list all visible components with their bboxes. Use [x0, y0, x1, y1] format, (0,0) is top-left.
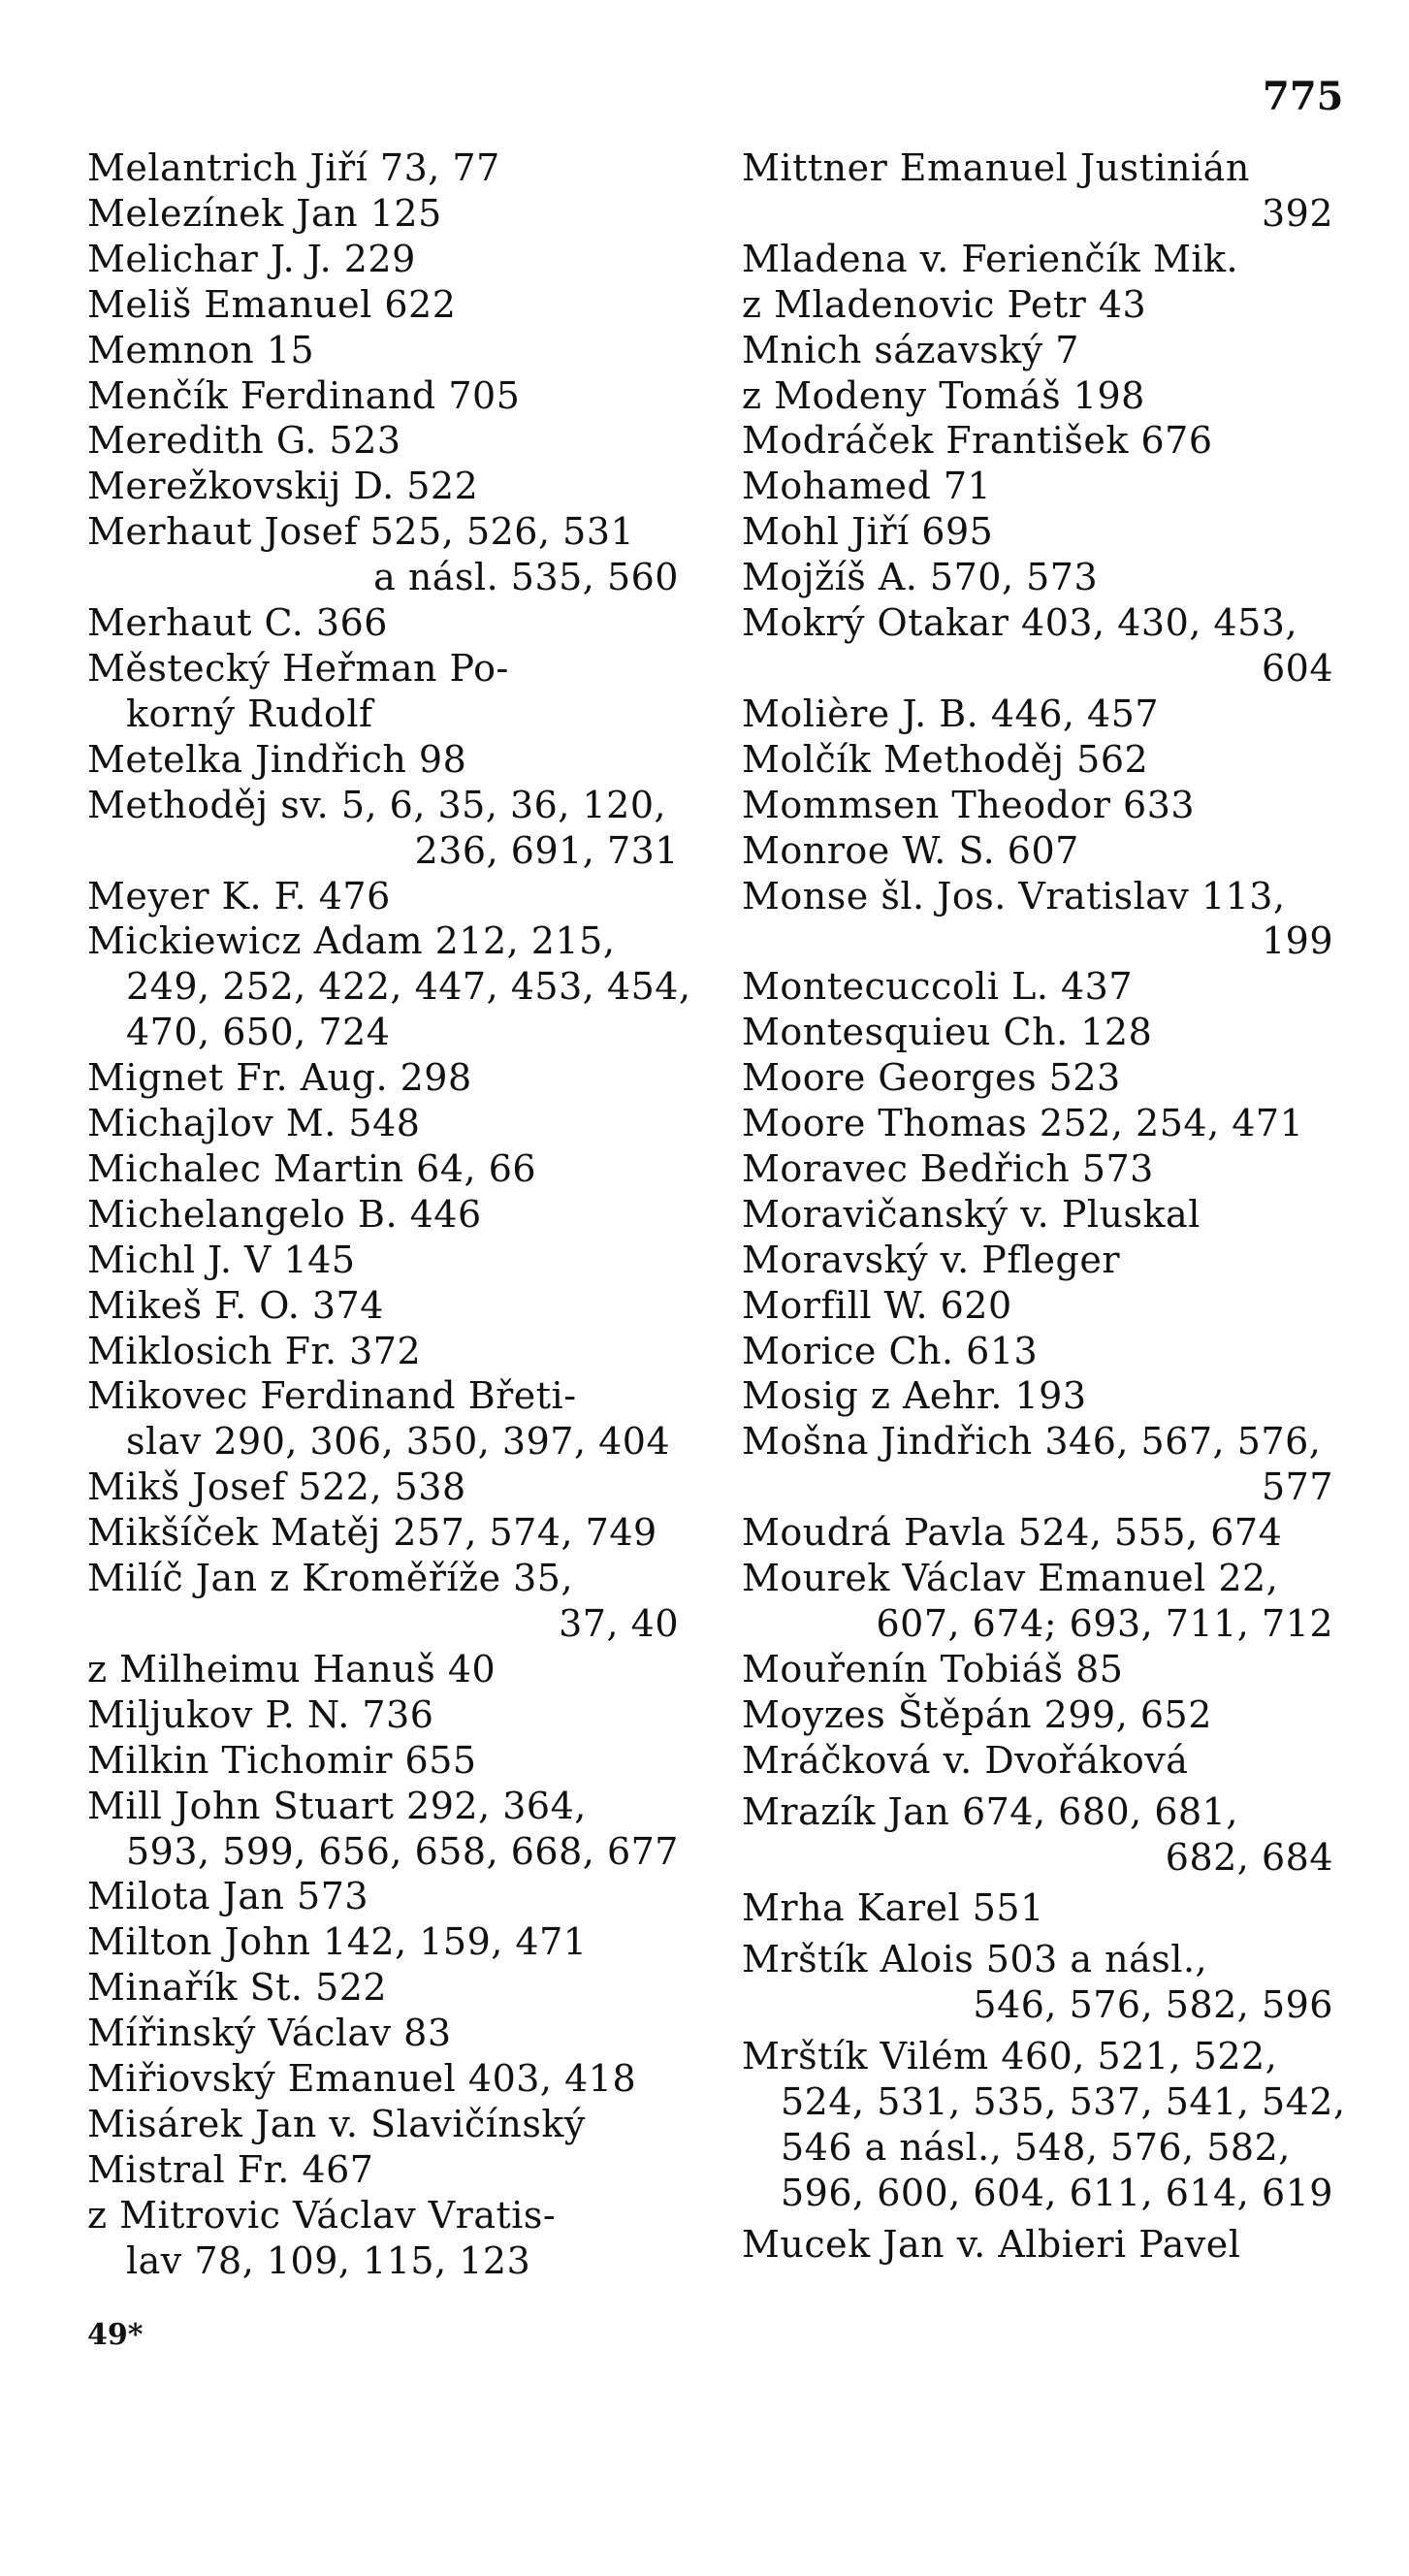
index-entry: Meredith G. 523 [87, 419, 401, 463]
index-entry-continuation: 607, 674; 693, 711, 712 [876, 1602, 1333, 1645]
index-entry-continuation: 37, 40 [559, 1602, 679, 1645]
index-entry: Moore Thomas 252, 254, 471 [742, 1102, 1304, 1145]
index-entry: Mošna Jindřich 346, 567, 576, [742, 1420, 1322, 1464]
index-entry: Miřiovský Emanuel 403, 418 [87, 2057, 637, 2101]
index-entry: Milkin Tichomir 655 [87, 1738, 477, 1782]
index-entry: Mikš Josef 522, 538 [87, 1465, 466, 1509]
index-entry-continuation: 682, 684 [1165, 1835, 1333, 1879]
index-entry: Mikeš F. O. 374 [87, 1283, 384, 1327]
index-entry: Městecký Heřman Po- [87, 646, 509, 690]
index-entry-continuation: 546, 576, 582, 596 [973, 1983, 1333, 2027]
index-entry-continuation: korný Rudolf [126, 692, 373, 735]
index-entry: Michl J. V 145 [87, 1238, 356, 1281]
index-entry: Mokrý Otakar 403, 430, 453, [742, 601, 1298, 645]
index-entry: Montesquieu Ch. 128 [742, 1011, 1153, 1054]
index-entry: z Mitrovic Václav Vratis- [87, 2193, 557, 2237]
index-entry-continuation: 236, 691, 731 [414, 828, 679, 872]
index-entry-continuation: 199 [1261, 919, 1333, 963]
index-entry: Mikšíček Matěj 257, 574, 749 [87, 1511, 657, 1555]
index-entry-continuation: 577 [1261, 1465, 1333, 1509]
index-entry: Milota Jan 573 [87, 1875, 369, 1918]
index-entry: z Mladenovic Petr 43 [742, 282, 1147, 326]
index-entry: Miljukov P. N. 736 [87, 1692, 434, 1736]
index-entry: Molčík Methoděj 562 [742, 737, 1149, 781]
index-entry-continuation: 249, 252, 422, 447, 453, 454, [126, 965, 691, 1009]
index-entry: Moore Georges 523 [742, 1056, 1121, 1100]
index-entry-continuation: lav 78, 109, 115, 123 [126, 2238, 531, 2282]
page-number: 775 [1263, 74, 1344, 119]
index-entry: Modráček František 676 [742, 419, 1213, 463]
index-entry: Morfill W. 620 [742, 1283, 1012, 1327]
index-entry: Mistral Fr. 467 [87, 2147, 374, 2191]
index-entry-continuation: 470, 650, 724 [126, 1011, 391, 1054]
index-entry: Melichar J. J. 229 [87, 237, 416, 280]
index-entry: Mrazík Jan 674, 680, 681, [742, 1789, 1238, 1833]
index-column-left [87, 145, 691, 2284]
index-entry: Mrha Karel 551 [742, 1886, 1044, 1930]
index-entry-continuation: 546 a násl., 548, 576, 582, [781, 2125, 1291, 2169]
index-entry: Mrštík Alois 503 a násl., [742, 1938, 1208, 1981]
index-entry: Minařík St. 522 [87, 1966, 388, 2010]
index-entry: Mladena v. Ferienčík Mik. [742, 237, 1239, 280]
index-entry: Mucek Jan v. Albieri Pavel [742, 2222, 1241, 2266]
index-entry: Michajlov M. 548 [87, 1102, 421, 1145]
index-entry: Methoděj sv. 5, 6, 35, 36, 120, [87, 783, 667, 826]
index-entry: Milton John 142, 159, 471 [87, 1920, 588, 1964]
index-entry-continuation: 596, 600, 604, 611, 614, 619 [781, 2171, 1333, 2214]
index-entry: Moyzes Štěpán 299, 652 [742, 1692, 1212, 1736]
index-entry: Meliš Emanuel 622 [87, 282, 457, 326]
index-entry: Meyer K. F. 476 [87, 874, 391, 918]
index-entry: Moudrá Pavla 524, 555, 674 [742, 1511, 1283, 1555]
index-entry: Mohamed 71 [742, 465, 992, 508]
index-entry: Moravský v. Pfleger [742, 1238, 1121, 1281]
index-entry: Mill John Stuart 292, 364, [87, 1784, 587, 1827]
index-entry: Melantrich Jiří 73, 77 [87, 146, 500, 189]
index-entry: Moravec Bedřich 573 [742, 1146, 1154, 1190]
index-entry: Michelangelo B. 446 [87, 1192, 482, 1236]
index-entry: Mickiewicz Adam 212, 215, [87, 919, 616, 963]
index-entry: Moravičanský v. Pluskal [742, 1192, 1201, 1236]
index-entry-continuation: slav 290, 306, 350, 397, 404 [126, 1420, 671, 1464]
index-entry: Mráčková v. Dvořáková [742, 1738, 1189, 1782]
index-entry: Mouřenín Tobiáš 85 [742, 1647, 1124, 1690]
index-entry-continuation: a násl. 535, 560 [373, 556, 679, 599]
index-entry: Monroe W. S. 607 [742, 828, 1079, 872]
index-entry: Mohl Jiří 695 [742, 510, 994, 554]
index-entry: z Milheimu Hanuš 40 [87, 1647, 496, 1690]
index-entry: Milíč Jan z Kroměříže 35, [87, 1557, 574, 1600]
index-entry: Melezínek Jan 125 [87, 191, 442, 235]
index-entry: Merhaut C. 366 [87, 601, 388, 645]
index-entry: Metelka Jindřich 98 [87, 737, 467, 781]
index-entry: Mikovec Ferdinand Břeti- [87, 1374, 577, 1418]
index-entry-continuation: 604 [1261, 646, 1333, 690]
signature-mark: 49* [87, 2318, 144, 2352]
index-entry: z Modeny Tomáš 198 [742, 373, 1145, 417]
index-entry: Mnich sázavský 7 [742, 328, 1079, 371]
index-entry: Monse šl. Jos. Vratislav 113, [742, 874, 1286, 918]
index-entry: Mommsen Theodor 633 [742, 783, 1196, 826]
index-entry: Mittner Emanuel Justinián [742, 146, 1250, 189]
index-entry: Misárek Jan v. Slavičínský [87, 2102, 586, 2145]
index-entry: Merežkovskij D. 522 [87, 465, 479, 508]
index-entry: Montecuccoli L. 437 [742, 965, 1134, 1009]
index-entry-continuation: 593, 599, 656, 658, 668, 677 [126, 1829, 679, 1873]
index-entry: Mosig z Aehr. 193 [742, 1374, 1087, 1418]
index-entry: Michalec Martin 64, 66 [87, 1146, 537, 1190]
index-entry: Mourek Václav Emanuel 22, [742, 1557, 1279, 1600]
index-entry: Miklosich Fr. 372 [87, 1329, 422, 1372]
index-entry: Molière J. B. 446, 457 [742, 692, 1160, 735]
index-entry: Mojžíš A. 570, 573 [742, 556, 1099, 599]
index-column-right [742, 145, 1346, 2268]
index-entry: Merhaut Josef 525, 526, 531 [87, 510, 635, 554]
index-entry-continuation: 392 [1261, 191, 1333, 235]
index-entry: Mířinský Václav 83 [87, 2012, 452, 2055]
index-entry: Mrštík Vilém 460, 521, 522, [742, 2035, 1278, 2078]
index-entry: Menčík Ferdinand 705 [87, 373, 521, 417]
index-entry-continuation: 524, 531, 535, 537, 541, 542, [781, 2080, 1346, 2124]
index-entry: Mignet Fr. Aug. 298 [87, 1056, 472, 1100]
index-entry: Morice Ch. 613 [742, 1329, 1039, 1372]
index-entry: Memnon 15 [87, 328, 315, 371]
